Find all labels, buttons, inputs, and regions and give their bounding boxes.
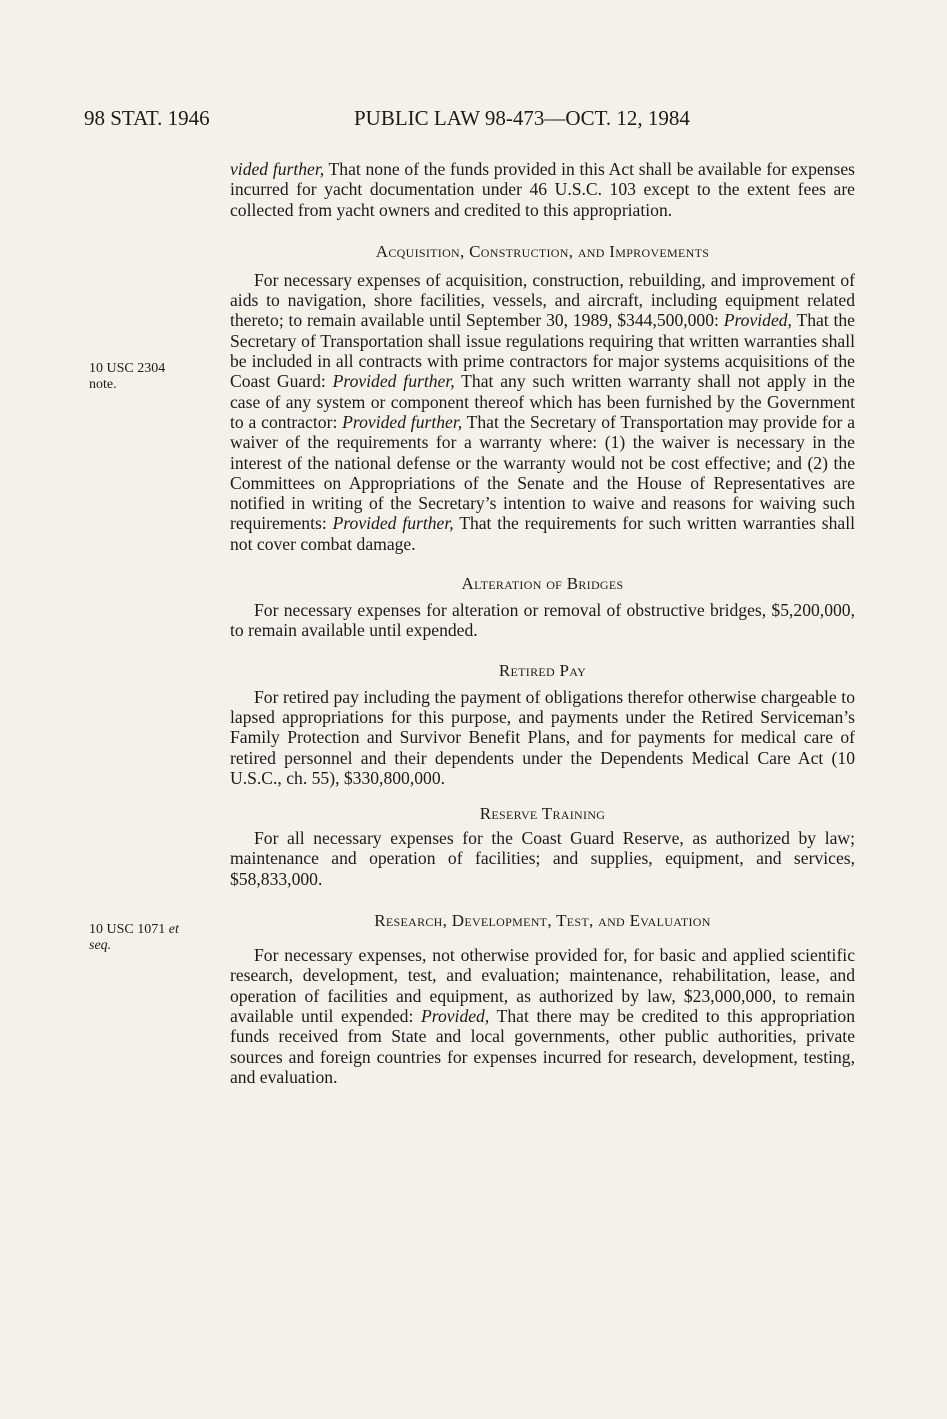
bridges-paragraph: For necessary expenses for alteration or removal of obstructive bridges, $5,200,000, to remain available until expended. (230, 600, 855, 641)
research-proviso: Provided, (421, 1005, 490, 1026)
acquisition-text-5: That the requirements for such written warranties shall not cover combat damage. (230, 513, 855, 554)
statute-page-number: 98 STAT. 1946 (84, 106, 210, 130)
margin-note-et-seq: et seq. (89, 922, 179, 953)
acquisition-text-2: That the Secretary of Transportation shall issue regulations requiring that written warranties shall be included in all contracts with prime contractors for major systems acquisitions of the Coast Guard: (230, 310, 855, 392)
acquisition-text-1: For necessary expenses of acquisition, construction, rebuilding, and improvement of aids to navigation, shore facilities, vessels, and aircraft, including equipment related thereto; to remain available until September 30, 1989, $344,500,000: (230, 269, 855, 331)
heading-reserve-training: Reserve Training (479, 804, 606, 824)
heading-research: Research, Development, Test, and Evaluation (374, 911, 711, 931)
heading-retired-pay: Retired Pay (498, 660, 587, 680)
acquisition-paragraph (230, 270, 855, 554)
research-text-1: For necessary expenses, not otherwise provided for, for basic and applied scientific research, development, test, and evaluation; maintenance, rehabilitation, lease, and operation of facilities and equipment, as authorized by law, $23,000,000, to remain available until expended: (230, 945, 855, 1026)
retired-pay-paragraph: For retired pay including the payment of obligations therefor otherwise chargeable to lapsed appropriations for this purpose, and payments under the Retired Serviceman’s Family Protection and Survivor Benefit Plans, and for payments for medical care of retired personnel and their dependents under the Dependents Medical Care Act (10 U.S.C., ch. 55), $330,800,000. (230, 686, 855, 788)
reserve-training-paragraph: For all necessary expenses for the Coast Guard Reserve, as authorized by law; maintenance and operation of facilities; and supplies, equipment, and services, $58,833,000. (230, 828, 855, 889)
intro-proviso: vided further, (230, 159, 325, 179)
acquisition-proviso-2: Provided further, (332, 371, 455, 392)
acquisition-proviso-4: Provided further, (332, 513, 454, 534)
research-paragraph (230, 945, 855, 1087)
main-text-column (230, 159, 855, 1087)
margin-note-usc-1071 (89, 922, 179, 954)
margin-note-usc-1071-text: 10 USC 1071 (89, 922, 169, 937)
running-head: PUBLIC LAW 98-473—OCT. 12, 1984 (354, 106, 690, 130)
margin-note-usc-2304: 10 USC 2304 note. (89, 361, 166, 392)
acquisition-text-4: That the Secretary of Transportation may provide for a waiver of the requirements for a warranty where: (1) the waiver is necessary in the interest of the national defense or the warranty would not be cost effective; and (2) the Committees on Appropriations of the Senate and the House of Representatives are notified in writing of the Secretary’s intention to waive and reasons for waiving such requirements: (230, 411, 855, 534)
heading-acquisition: Acquisition, Construction, and Improvements (375, 241, 710, 261)
heading-bridges: Alteration of Bridges (461, 574, 624, 594)
acquisition-proviso-3: Provided further, (342, 411, 463, 432)
intro-paragraph (230, 159, 855, 220)
acquisition-proviso-1: Provided, (723, 310, 792, 331)
research-text-2: That there may be credited to this appropriation funds received from State and local governments, other public authorities, private sources and foreign countries for expenses incurred for research, development, testing, and evaluation. (230, 1005, 855, 1087)
intro-text: That none of the funds provided in this Act shall be available for expenses incurred for yacht documentation under 46 U.S.C. 103 except to the extent fees are collected from yacht owners and credited to this appropriation. (230, 159, 855, 220)
acquisition-text-3: That any such written warranty shall not apply in the case of any system or component thereof which has been furnished by the Government to a contractor: (230, 371, 855, 432)
